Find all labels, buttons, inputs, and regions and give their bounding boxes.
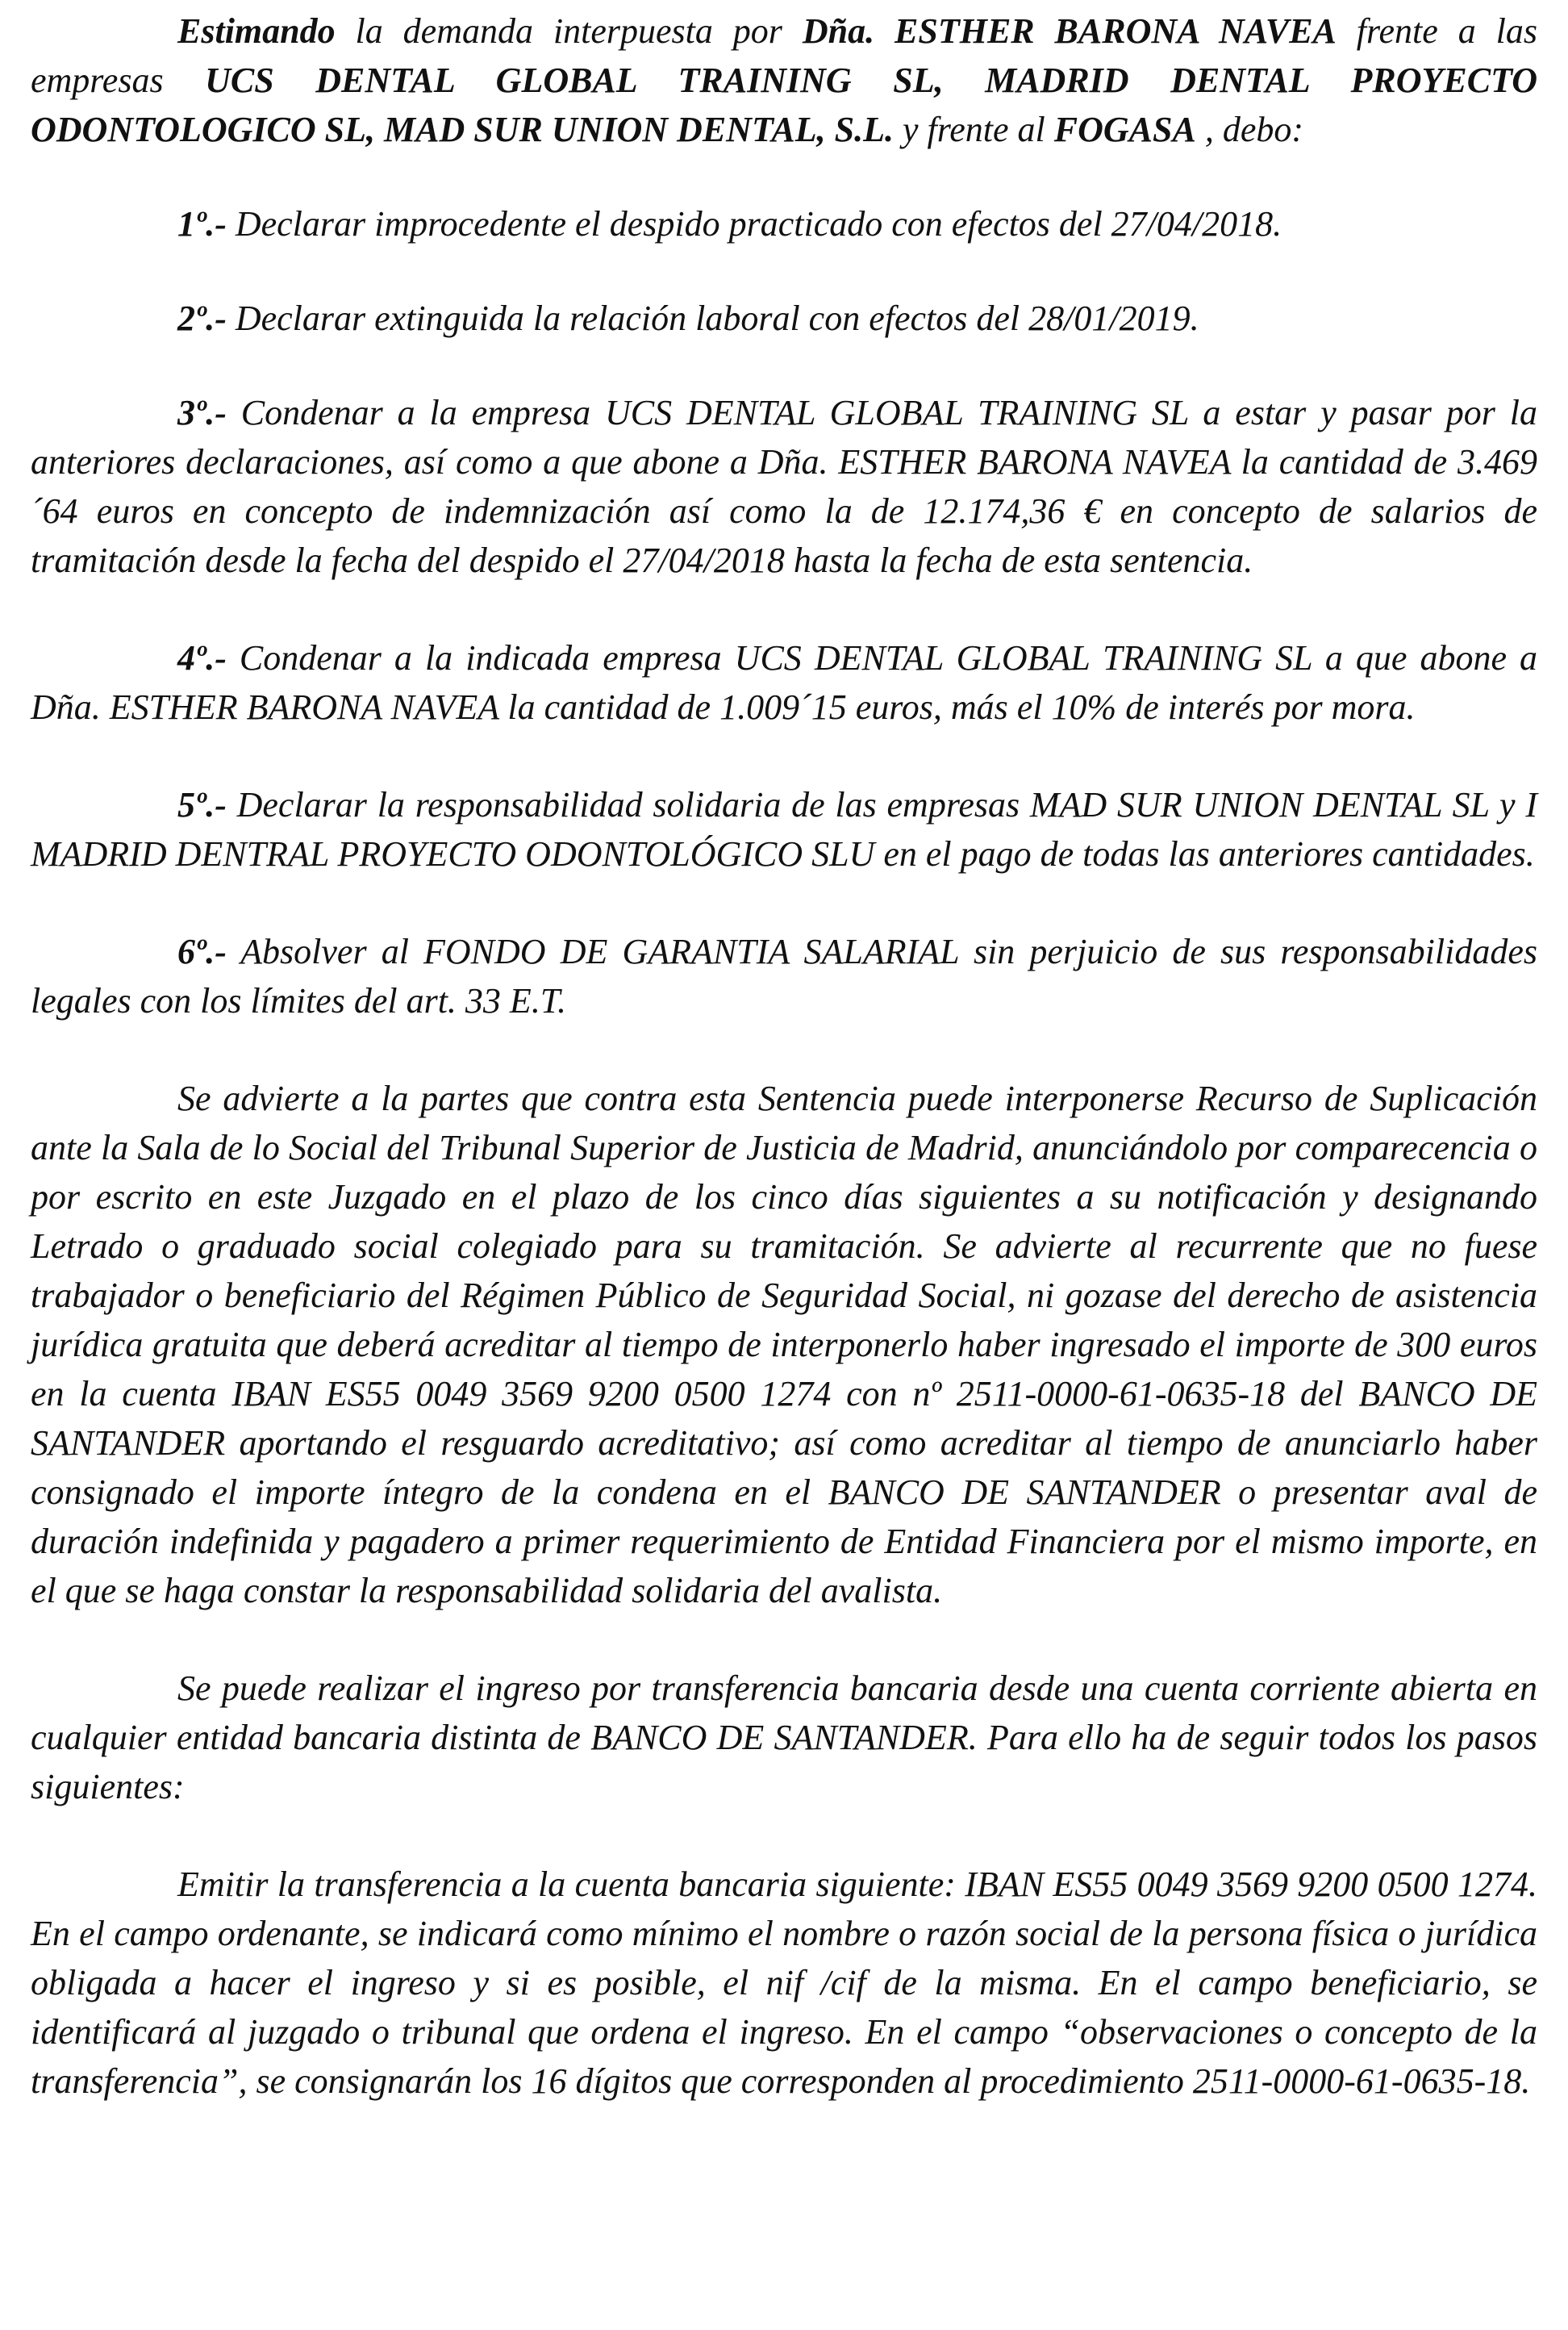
ruling-item-6: [31, 927, 1537, 1025]
ruling-intro: [31, 0, 1537, 154]
transfer-steps: Emitir la transferencia a la cuenta bancaria siguiente: IBAN ES55 0049 3569 9200 0500 1274. En el campo ordenante, se indicará como mínimo el nombre o razón social de la persona física o jurídica obligada a hacer el ingreso y si es posible, el nif /cif de la misma. En el campo beneficiario, se identificará al juzgado o tribunal que ordena el ingreso. En el campo “observaciones o concepto de la transferencia”, se consignarán los 16 dígitos que corresponden al procedimiento 2511-0000-61-0635-18.: [31, 1864, 1537, 2101]
ruling-item-5: [31, 780, 1537, 879]
intro-lead: Estimando: [177, 11, 336, 51]
ruling-item-number: 6º.-: [177, 932, 227, 971]
intro-text-3: y frente al: [893, 110, 1054, 149]
fogasa-label: FOGASA: [1053, 110, 1196, 149]
ruling-item-1: [31, 199, 1537, 248]
intro-text-2: frente a las empresas: [31, 11, 1537, 100]
ruling-item-text: Condenar a la indicada empresa UCS DENTAL GLOBAL TRAINING SL a que abone a Dña. ESTHER BARONA NAVEA la cantidad de 1.009´15 euros, más el 10% de interés por mora.: [31, 638, 1537, 727]
ruling-item-number: 1º.-: [177, 204, 227, 244]
ruling-item-number: 5º.-: [177, 785, 227, 825]
ruling-item-4: [31, 633, 1537, 732]
ruling-item-3: [31, 388, 1537, 585]
plaintiff-name: Dña. ESTHER BARONA NAVEA: [802, 11, 1337, 51]
document-page: [31, 0, 1537, 2106]
ruling-item-number: 4º.-: [177, 638, 227, 678]
ruling-item-text: Declarar improcedente el despido practicado con efectos del 27/04/2018.: [226, 204, 1282, 244]
appeal-notice: Se advierte a la partes que contra esta Sentencia puede interponerse Recurso de Suplicación ante la Sala de lo Social del Tribunal Superior de Justicia de Madrid, anunciándolo por comparecencia o por escrito en este Juzgado en el plazo de los cinco días siguientes a su notificación y designando Letrado o graduado social colegiado para su tramitación. Se advierte al recurrente que no fuese trabajador o beneficiario del Régimen Público de Seguridad Social, ni gozase del derecho de asistencia jurídica gratuita que deberá acreditar al tiempo de interponerlo haber ingresado el importe de 300 euros en la cuenta IBAN ES55 0049 3569 9200 0500 1274 con nº 2511-0000-61-0635-18 del BANCO DE SANTANDER aportando el resguardo acreditativo; así como acreditar al tiempo de anunciarlo haber consignado el importe íntegro de la condena en el BANCO DE SANTANDER o presentar aval de duración indefinida y pagadero a primer requerimiento de Entidad Financiera por el mismo importe, en el que se haga constar la responsabilidad solidaria del avalista.: [31, 1079, 1537, 1610]
ruling-item-text: Declarar extinguida la relación laboral con efectos del 28/01/2019.: [226, 299, 1199, 338]
ruling-item-text: Absolver al FONDO DE GARANTIA SALARIAL sin perjuicio de sus responsabilidades legales con los límites del art. 33 E.T.: [31, 932, 1537, 1021]
intro-text-4: , debo:: [1195, 110, 1303, 149]
ruling-item-text: Declarar la responsabilidad solidaria de las empresas MAD SUR UNION DENTAL SL y I MADRID DENTRAL PROYECTO ODONTOLÓGICO SLU en el pago de todas las anteriores cantidades.: [31, 785, 1537, 874]
ruling-item-text: Condenar a la empresa UCS DENTAL GLOBAL TRAINING SL a estar y pasar por la anteriores declaraciones, así como a que abone a Dña. ESTHER BARONA NAVEA la cantidad de 3.469´64 euros en concepto de indemnización así como la de 12.174,36 € en concepto de salarios de tramitación desde la fecha del despido el 27/04/2018 hasta la fecha de esta sentencia.: [31, 393, 1537, 580]
ruling-item-2: [31, 294, 1537, 343]
ruling-item-number: 3º.-: [177, 393, 227, 432]
intro-text-1: la demanda interpuesta por: [335, 11, 803, 51]
defendant-companies: UCS DENTAL GLOBAL TRAINING SL, MADRID DENTAL PROYECTO ODONTOLOGICO SL, MAD SUR UNION DENTAL, S.L.: [31, 61, 1537, 149]
ruling-item-number: 2º.-: [177, 299, 227, 338]
transfer-intro: Se puede realizar el ingreso por transferencia bancaria desde una cuenta corriente abierta en cualquier entidad bancaria distinta de BANCO DE SANTANDER. Para ello ha de seguir todos los pasos siguientes:: [31, 1668, 1537, 1806]
